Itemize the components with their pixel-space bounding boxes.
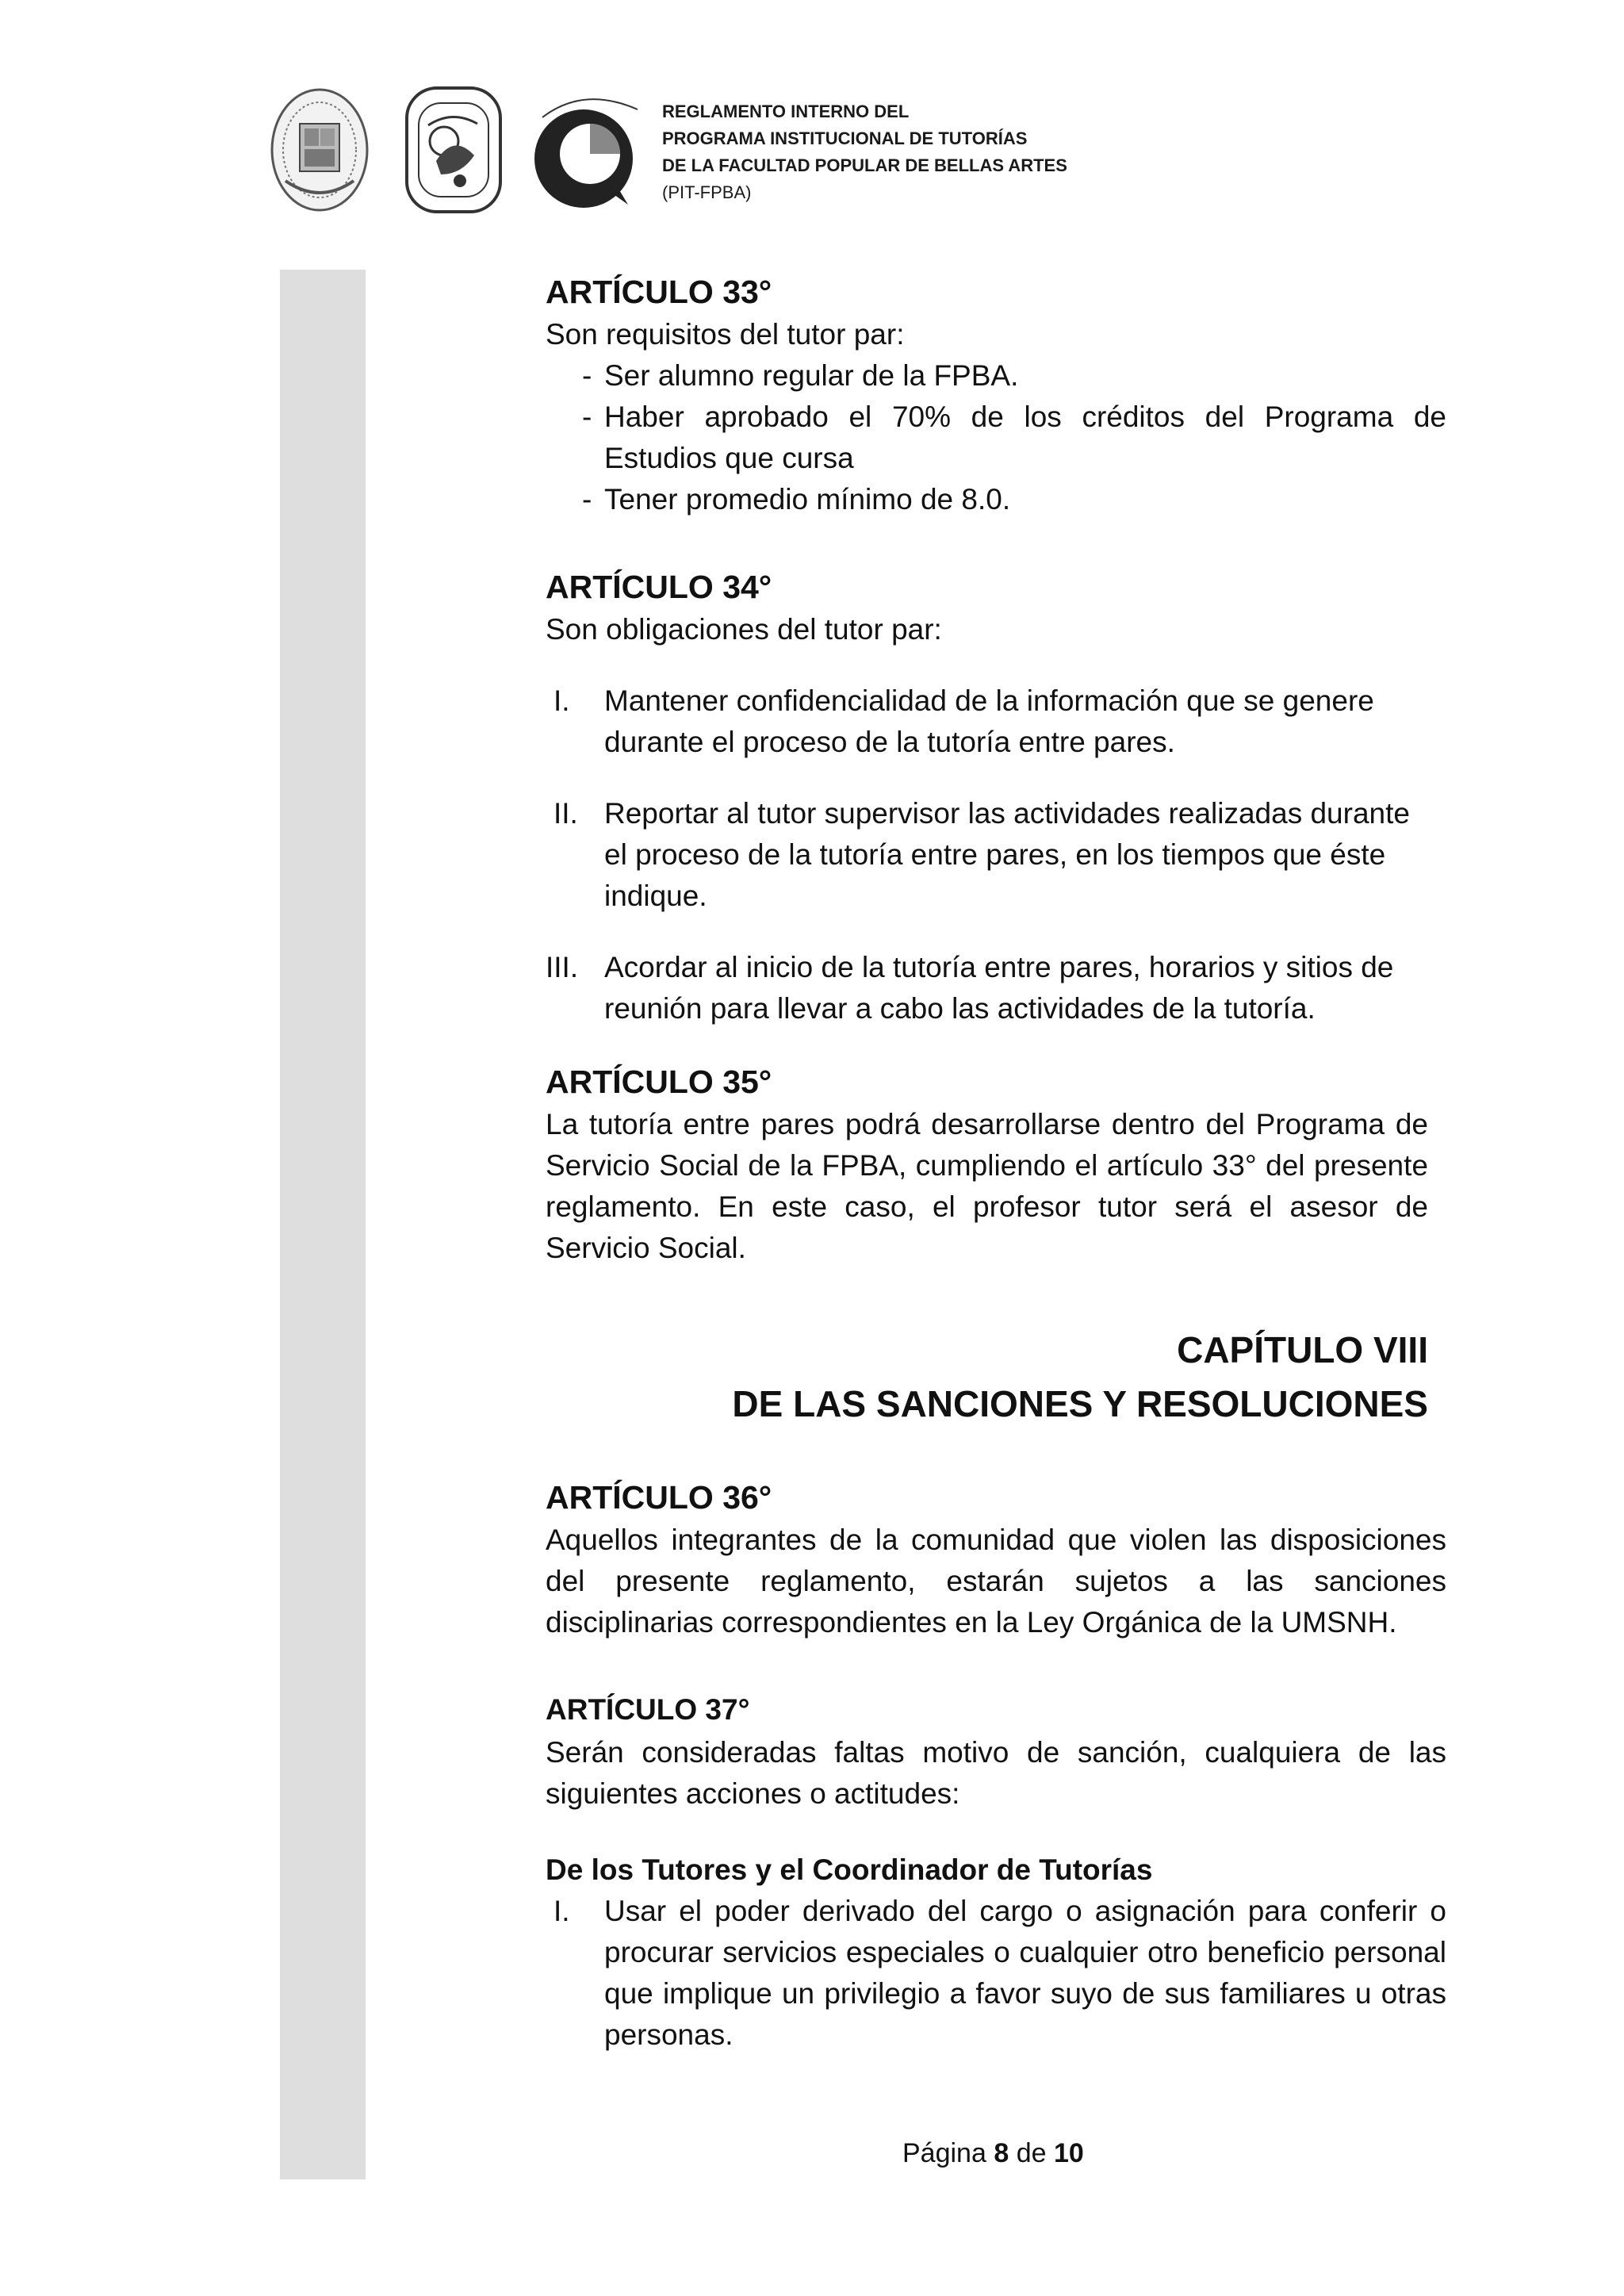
chapter-number: CAPÍTULO VIII (1177, 1329, 1428, 1370)
list-item (546, 947, 1462, 1029)
list-item (546, 355, 1446, 397)
article-36 (546, 1475, 1446, 1643)
list-item-text: Mantener confidencialidad de la información que se genere durante el proceso de la tutoría entre pares. (604, 684, 1374, 758)
list-item (546, 479, 1446, 520)
page-separator: de (1016, 2138, 1047, 2168)
article-intro: Son obligaciones del tutor par: (546, 613, 942, 646)
article-37 (546, 1688, 1446, 2056)
header-line: PROGRAMA INSTITUCIONAL DE TUTORÍAS (662, 128, 1028, 148)
requirements-list (546, 355, 1446, 520)
list-item-text: Reportar al tutor supervisor las actividades realizadas durante el proceso de la tutoría entre pares, en los tiempos que éste indique. (604, 797, 1410, 912)
coordinacion-tutorias-logo (527, 86, 653, 214)
roman-numeral: II. (553, 797, 578, 830)
list-item-text: Tener promedio mínimo de 8.0. (604, 483, 1011, 516)
article-heading: ARTÍCULO 34° (546, 569, 772, 605)
article-heading: ARTÍCULO 36° (546, 1479, 772, 1516)
article-33 (546, 270, 1446, 520)
dash-bullet: - (582, 401, 592, 433)
roman-numeral: III. (546, 951, 579, 983)
chapter-title: DE LAS SANCIONES Y RESOLUCIONES (732, 1383, 1428, 1424)
total-pages: 10 (1053, 2138, 1084, 2168)
article-heading: ARTÍCULO 35° (546, 1064, 772, 1100)
article-heading: ARTÍCULO 37° (546, 1693, 750, 1726)
header-code: (PIT-FPBA) (662, 182, 752, 202)
section-subheading: De los Tutores y el Coordinador de Tutorías (546, 1853, 1153, 1886)
roman-numeral: I. (553, 684, 570, 717)
list-item-text: Usar el poder derivado del cargo o asignación para conferir o procurar servicios especiales o cualquier otro beneficio personal que implique un privilegio a favor suyo de sus familiares u otras personas. (604, 1895, 1446, 2051)
obligations-list (546, 680, 1446, 1029)
list-item-text: Haber aprobado el 70% de los créditos del Programa de Estudios que cursa (604, 401, 1446, 474)
page-prefix: Página (902, 2138, 986, 2168)
roman-numeral: I. (553, 1895, 570, 1927)
article-35 (546, 1060, 1446, 1269)
article-text: Serán consideradas faltas motivo de sanción, cualquiera de las siguientes acciones o actitudes: (546, 1736, 1446, 1810)
current-page: 8 (994, 2138, 1009, 2168)
document-header (662, 98, 1067, 206)
dash-bullet: - (582, 359, 592, 392)
list-item-text: Ser alumno regular de la FPBA. (604, 359, 1019, 392)
dash-bullet: - (582, 483, 592, 516)
chapter-heading (546, 1323, 1446, 1431)
page-number (902, 2136, 1084, 2171)
list-item (546, 793, 1421, 917)
article-intro: Son requisitos del tutor par: (546, 318, 905, 351)
header-line: REGLAMENTO INTERNO DEL (662, 102, 910, 121)
sanctions-list (546, 1891, 1446, 2056)
fpba-seal-logo (404, 86, 503, 214)
document-body (546, 270, 1446, 2056)
margin-sidebar (280, 270, 366, 2179)
list-item (546, 397, 1446, 479)
article-34 (546, 565, 1446, 1029)
article-text: La tutoría entre pares podrá desarrollarse dentro del Programa de Servicio Social de la FPBA, cumpliendo el artículo 33° del presente reglamento. En este caso, el profesor tutor será el asesor de Servicio Social. (546, 1108, 1428, 1264)
list-item (546, 1891, 1446, 2056)
list-item-text: Acordar al inicio de la tutoría entre pares, horarios y sitios de reunión para llevar a cabo las actividades de la tutoría. (604, 951, 1394, 1025)
article-text: Aquellos integrantes de la comunidad que violen las disposiciones del presente reglamento, estarán sujetos a las sanciones disciplinarias correspondientes en la Ley Orgánica de la UMSNH. (546, 1524, 1446, 1639)
header-line: DE LA FACULTAD POPULAR DE BELLAS ARTES (662, 155, 1067, 175)
umsnh-seal-logo (270, 86, 370, 214)
article-heading: ARTÍCULO 33° (546, 274, 772, 310)
list-item (546, 680, 1462, 763)
